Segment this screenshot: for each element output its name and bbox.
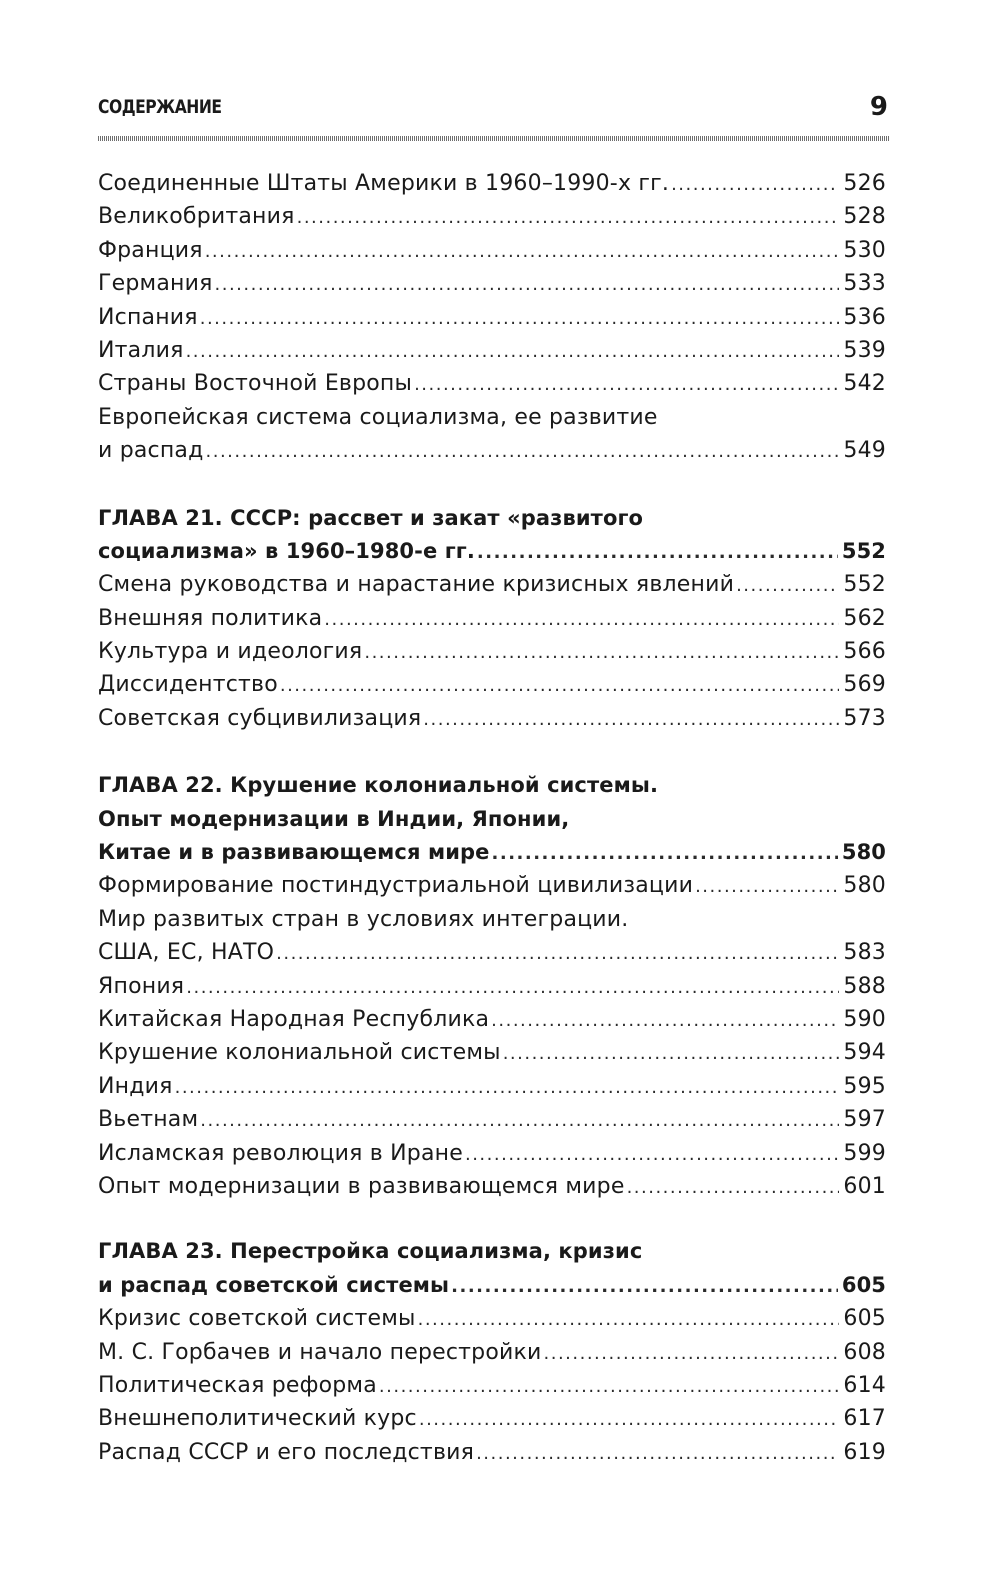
toc-entry[interactable] bbox=[98, 334, 886, 367]
dot-leader bbox=[175, 1071, 840, 1104]
dot-leader bbox=[200, 1104, 839, 1137]
chapter-heading-last[interactable] bbox=[98, 836, 886, 869]
toc-entry[interactable] bbox=[98, 234, 886, 267]
dot-leader bbox=[503, 1037, 840, 1070]
toc-entry[interactable] bbox=[98, 568, 886, 601]
chapter-heading[interactable] bbox=[98, 502, 886, 535]
toc-entry-page: 552 bbox=[843, 572, 886, 598]
header-rule bbox=[98, 136, 890, 141]
dot-leader bbox=[297, 201, 840, 234]
toc-entry-page: 588 bbox=[843, 973, 886, 999]
toc-entry-page: 536 bbox=[843, 304, 886, 330]
dot-leader bbox=[423, 703, 839, 736]
toc-entry[interactable] bbox=[98, 301, 886, 334]
running-header bbox=[98, 92, 888, 132]
section-gap bbox=[98, 735, 886, 769]
toc-entry-page: 599 bbox=[843, 1140, 886, 1166]
chapter-heading-text: социализма» в 1960–1980-е гг. bbox=[98, 538, 475, 563]
toc-entry-title: и распад bbox=[98, 438, 204, 464]
toc-entry[interactable] bbox=[98, 869, 886, 902]
toc-entry[interactable] bbox=[98, 1369, 886, 1402]
toc-entry-page: 590 bbox=[843, 1006, 886, 1032]
toc-entry-page: 569 bbox=[843, 672, 886, 698]
dot-leader bbox=[186, 971, 839, 1004]
toc-entry[interactable] bbox=[98, 1336, 886, 1369]
toc-entry-page: 601 bbox=[843, 1173, 886, 1199]
dot-leader bbox=[465, 1138, 839, 1171]
dot-leader bbox=[215, 268, 840, 301]
toc-entry-page: 597 bbox=[843, 1107, 886, 1133]
toc-entry[interactable] bbox=[98, 602, 886, 635]
toc-entry-title: Культура и идеология bbox=[98, 639, 363, 665]
toc-entry-title: Вьетнам bbox=[98, 1107, 199, 1133]
dot-leader bbox=[736, 569, 839, 602]
toc-entry[interactable] bbox=[98, 1036, 886, 1069]
toc-entry-page: 573 bbox=[843, 705, 886, 731]
toc-entry-page: 580 bbox=[843, 873, 886, 899]
toc-entry-page: 608 bbox=[843, 1339, 886, 1365]
toc-entry-page: 533 bbox=[843, 271, 886, 297]
toc-entry[interactable] bbox=[98, 668, 886, 701]
toc-entry-page: 619 bbox=[843, 1439, 886, 1465]
toc-entry-line1[interactable] bbox=[98, 401, 886, 434]
toc-entry-title: Испания bbox=[98, 304, 198, 330]
toc-entry-title: Распад СССР и его последствия bbox=[98, 1439, 475, 1465]
toc-entry-page: 605 bbox=[843, 1306, 886, 1332]
dot-leader bbox=[186, 335, 840, 368]
toc-entry-title: Индия bbox=[98, 1073, 173, 1099]
dot-leader bbox=[544, 1337, 840, 1370]
toc-entry-page: 595 bbox=[843, 1073, 886, 1099]
dot-leader bbox=[491, 1004, 839, 1037]
toc-entry-page: 617 bbox=[843, 1406, 886, 1432]
toc-entry-title: Кризис советской системы bbox=[98, 1306, 416, 1332]
toc-entry[interactable] bbox=[98, 434, 886, 467]
chapter-heading-last[interactable] bbox=[98, 535, 886, 568]
chapter-heading[interactable] bbox=[98, 803, 886, 836]
toc-entry-title: Италия bbox=[98, 337, 184, 363]
toc-entry-title: Диссидентство bbox=[98, 672, 278, 698]
dot-leader bbox=[695, 870, 839, 903]
toc-entry-page: 542 bbox=[843, 371, 886, 397]
chapter-heading-text: ГЛАВА 23. Перестройка социализма, кризис bbox=[98, 1239, 643, 1264]
toc-entry-title: Формирование постиндустриальной цивилизации bbox=[98, 873, 694, 899]
dot-leader bbox=[280, 669, 840, 702]
toc-entry-title: Франция bbox=[98, 237, 203, 263]
toc-entry[interactable] bbox=[98, 702, 886, 735]
section-gap bbox=[98, 1203, 886, 1235]
chapter-heading[interactable] bbox=[98, 769, 886, 802]
table-of-contents bbox=[98, 167, 886, 1469]
chapter-heading-text: Опыт модернизации в Индии, Японии, bbox=[98, 806, 570, 831]
toc-entry-page: 583 bbox=[843, 940, 886, 966]
toc-entry-title: США, ЕС, НАТО bbox=[98, 940, 275, 966]
section-gap bbox=[98, 468, 886, 502]
toc-entry-page: 566 bbox=[843, 639, 886, 665]
dot-leader bbox=[671, 168, 839, 201]
dot-leader bbox=[477, 536, 838, 569]
toc-entry[interactable] bbox=[98, 167, 886, 200]
toc-entry[interactable] bbox=[98, 1103, 886, 1136]
chapter-page: 580 bbox=[841, 840, 886, 865]
chapter-page: 552 bbox=[841, 538, 886, 563]
dot-leader bbox=[418, 1303, 840, 1336]
chapter-heading-text: Китае и в развивающемся мире bbox=[98, 840, 490, 865]
toc-entry[interactable] bbox=[98, 200, 886, 233]
dot-leader bbox=[205, 235, 840, 268]
toc-entry-title: Крушение колониальной системы bbox=[98, 1040, 501, 1066]
toc-entry-title: Политическая реформа bbox=[98, 1372, 377, 1398]
toc-entry[interactable] bbox=[98, 1137, 886, 1170]
dot-leader bbox=[200, 302, 840, 335]
dot-leader bbox=[324, 603, 839, 636]
dot-leader bbox=[419, 1403, 840, 1436]
dot-leader bbox=[451, 1270, 838, 1303]
dot-leader bbox=[414, 368, 839, 401]
toc-entry[interactable] bbox=[98, 1170, 886, 1203]
chapter-page: 605 bbox=[841, 1272, 886, 1297]
toc-entry[interactable] bbox=[98, 635, 886, 668]
toc-entry-title: Внешняя политика bbox=[98, 605, 323, 631]
toc-entry-title: М. С. Горбачев и начало перестройки bbox=[98, 1339, 542, 1365]
toc-entry-page: 530 bbox=[843, 237, 886, 263]
toc-entry[interactable] bbox=[98, 970, 886, 1003]
toc-entry[interactable] bbox=[98, 1436, 886, 1469]
dot-leader bbox=[206, 435, 840, 468]
dot-leader bbox=[627, 1171, 840, 1204]
dot-leader bbox=[476, 1437, 839, 1470]
toc-entry-title: Смена руководства и нарастание кризисных явлений bbox=[98, 572, 735, 598]
toc-entry-title: Страны Восточной Европы bbox=[98, 371, 413, 397]
chapter-heading-text: ГЛАВА 22. Крушение колониальной системы. bbox=[98, 773, 659, 798]
dot-leader bbox=[364, 636, 839, 669]
chapter-heading-text: ГЛАВА 21. СССР: рассвет и закат «развитого bbox=[98, 505, 644, 530]
toc-entry-page: 594 bbox=[843, 1040, 886, 1066]
toc-entry-page: 614 bbox=[843, 1372, 886, 1398]
toc-entry-page: 562 bbox=[843, 605, 886, 631]
toc-entry[interactable] bbox=[98, 936, 886, 969]
toc-entry-title: Япония bbox=[98, 973, 185, 999]
toc-entry-title: Исламская революция в Иране bbox=[98, 1140, 463, 1166]
toc-entry-title: Внешнеполитический курс bbox=[98, 1406, 417, 1432]
toc-entry-page: 526 bbox=[843, 171, 886, 196]
toc-entry-page: 549 bbox=[843, 438, 886, 464]
toc-entry-title: Соединенные Штаты Америки в 1960–1990-х гг. bbox=[98, 171, 670, 196]
toc-entry-page: 528 bbox=[843, 204, 886, 230]
toc-entry[interactable] bbox=[98, 367, 886, 400]
dot-leader bbox=[492, 837, 838, 870]
chapter-heading-last[interactable] bbox=[98, 1269, 886, 1302]
toc-entry-title: Мир развитых стран в условиях интеграции. bbox=[98, 906, 629, 932]
toc-entry[interactable] bbox=[98, 1003, 886, 1036]
toc-entry[interactable] bbox=[98, 1070, 886, 1103]
toc-entry[interactable] bbox=[98, 267, 886, 300]
chapter-heading-text: и распад советской системы bbox=[98, 1272, 450, 1297]
toc-entry[interactable] bbox=[98, 1302, 886, 1335]
toc-entry-title: Германия bbox=[98, 271, 213, 297]
toc-entry-line1[interactable] bbox=[98, 903, 886, 936]
toc-entry-title: Китайская Народная Республика bbox=[98, 1006, 490, 1032]
page-number: 9 bbox=[869, 92, 888, 122]
toc-entry-title: Советская субцивилизация bbox=[98, 705, 422, 731]
toc-entry-title: Европейская система социализма, ее развитие bbox=[98, 404, 658, 430]
toc-entry-page: 539 bbox=[843, 337, 886, 363]
running-header-title: СОДЕРЖАНИЕ bbox=[98, 96, 222, 118]
toc-entry-title: Великобритания bbox=[98, 204, 295, 230]
dot-leader bbox=[276, 937, 839, 970]
dot-leader bbox=[379, 1370, 839, 1403]
chapter-heading[interactable] bbox=[98, 1235, 886, 1268]
toc-entry-title: Опыт модернизации в развивающемся мире bbox=[98, 1173, 625, 1199]
toc-entry[interactable] bbox=[98, 1402, 886, 1435]
